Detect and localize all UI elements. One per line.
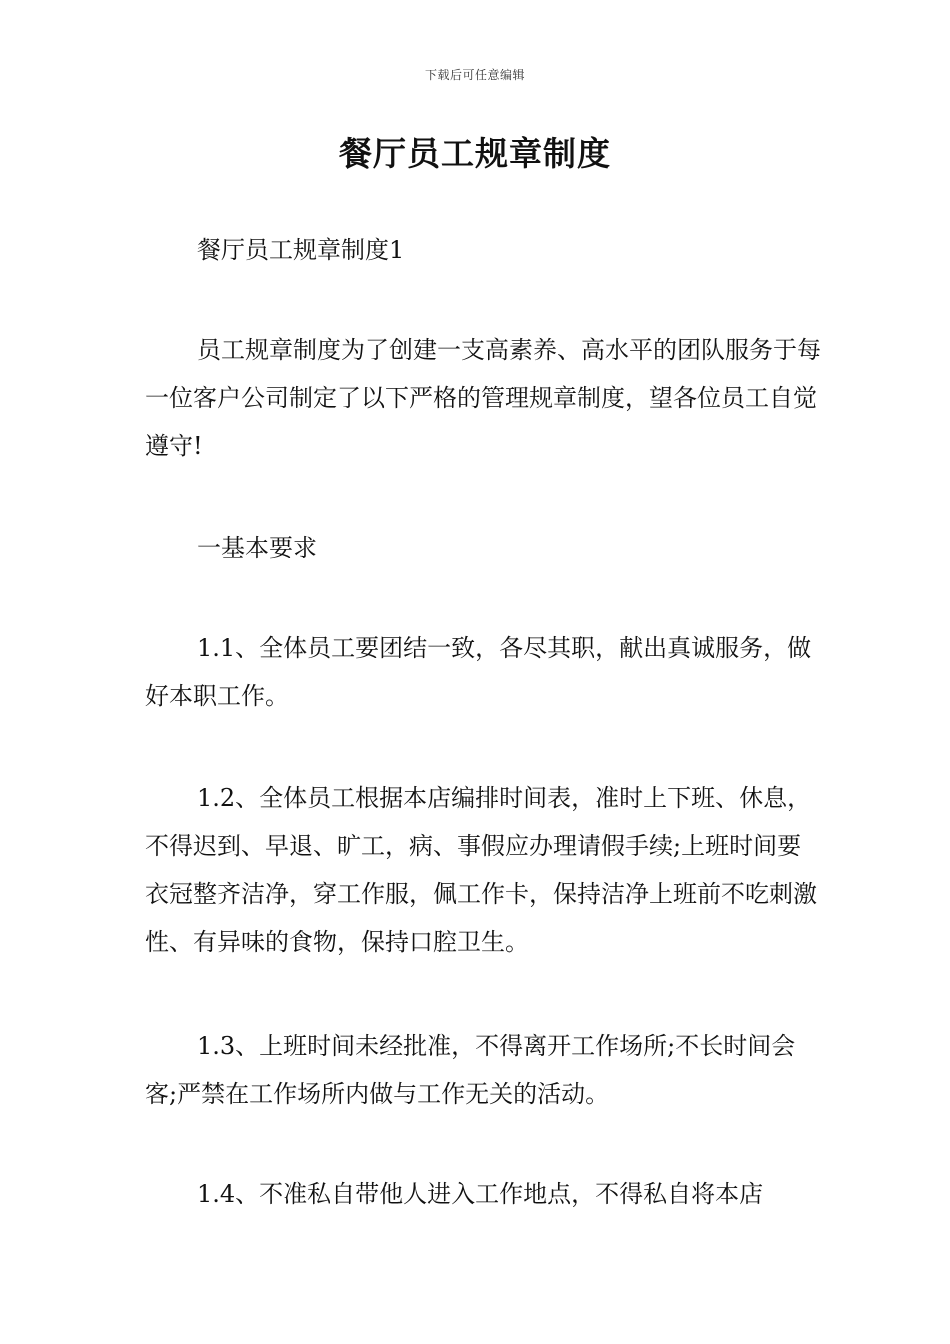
document-subtitle: 餐厅员工规章制度1 <box>197 236 405 264</box>
rule-item-1-1: 1.1、全体员工要团结一致，各尽其职，献出真诚服务，做好本职工作。 <box>145 634 812 710</box>
rule-item-1-4: 1.4、不准私自带他人进入工作地点，不得私自将本店 <box>197 1180 764 1208</box>
rule-item-1-3: 1.3、上班时间未经批准，不得离开工作场所;不长时间会客;严禁在工作场所内做与工作无关的活动。 <box>145 1032 796 1108</box>
header-note: 下载后可任意编辑 <box>424 68 525 82</box>
intro-paragraph: 员工规章制度为了创建一支高素养、高水平的团队服务于每一位客户公司制定了以下严格的管理规章制度，望各位员工自觉遵守! <box>145 336 821 460</box>
document-title: 餐厅员工规章制度 <box>339 134 611 173</box>
section-heading: 一基本要求 <box>197 534 317 562</box>
rule-item-1-2: 1.2、全体员工根据本店编排时间表，准时上下班、休息，不得迟到、早退、旷工，病、事假应办理请假手续;上班时间要衣冠整齐洁净，穿工作服，佩工作卡，保持洁净上班前不吃刺激性、有异味的食物，保持口腔卫生。 <box>145 784 817 956</box>
